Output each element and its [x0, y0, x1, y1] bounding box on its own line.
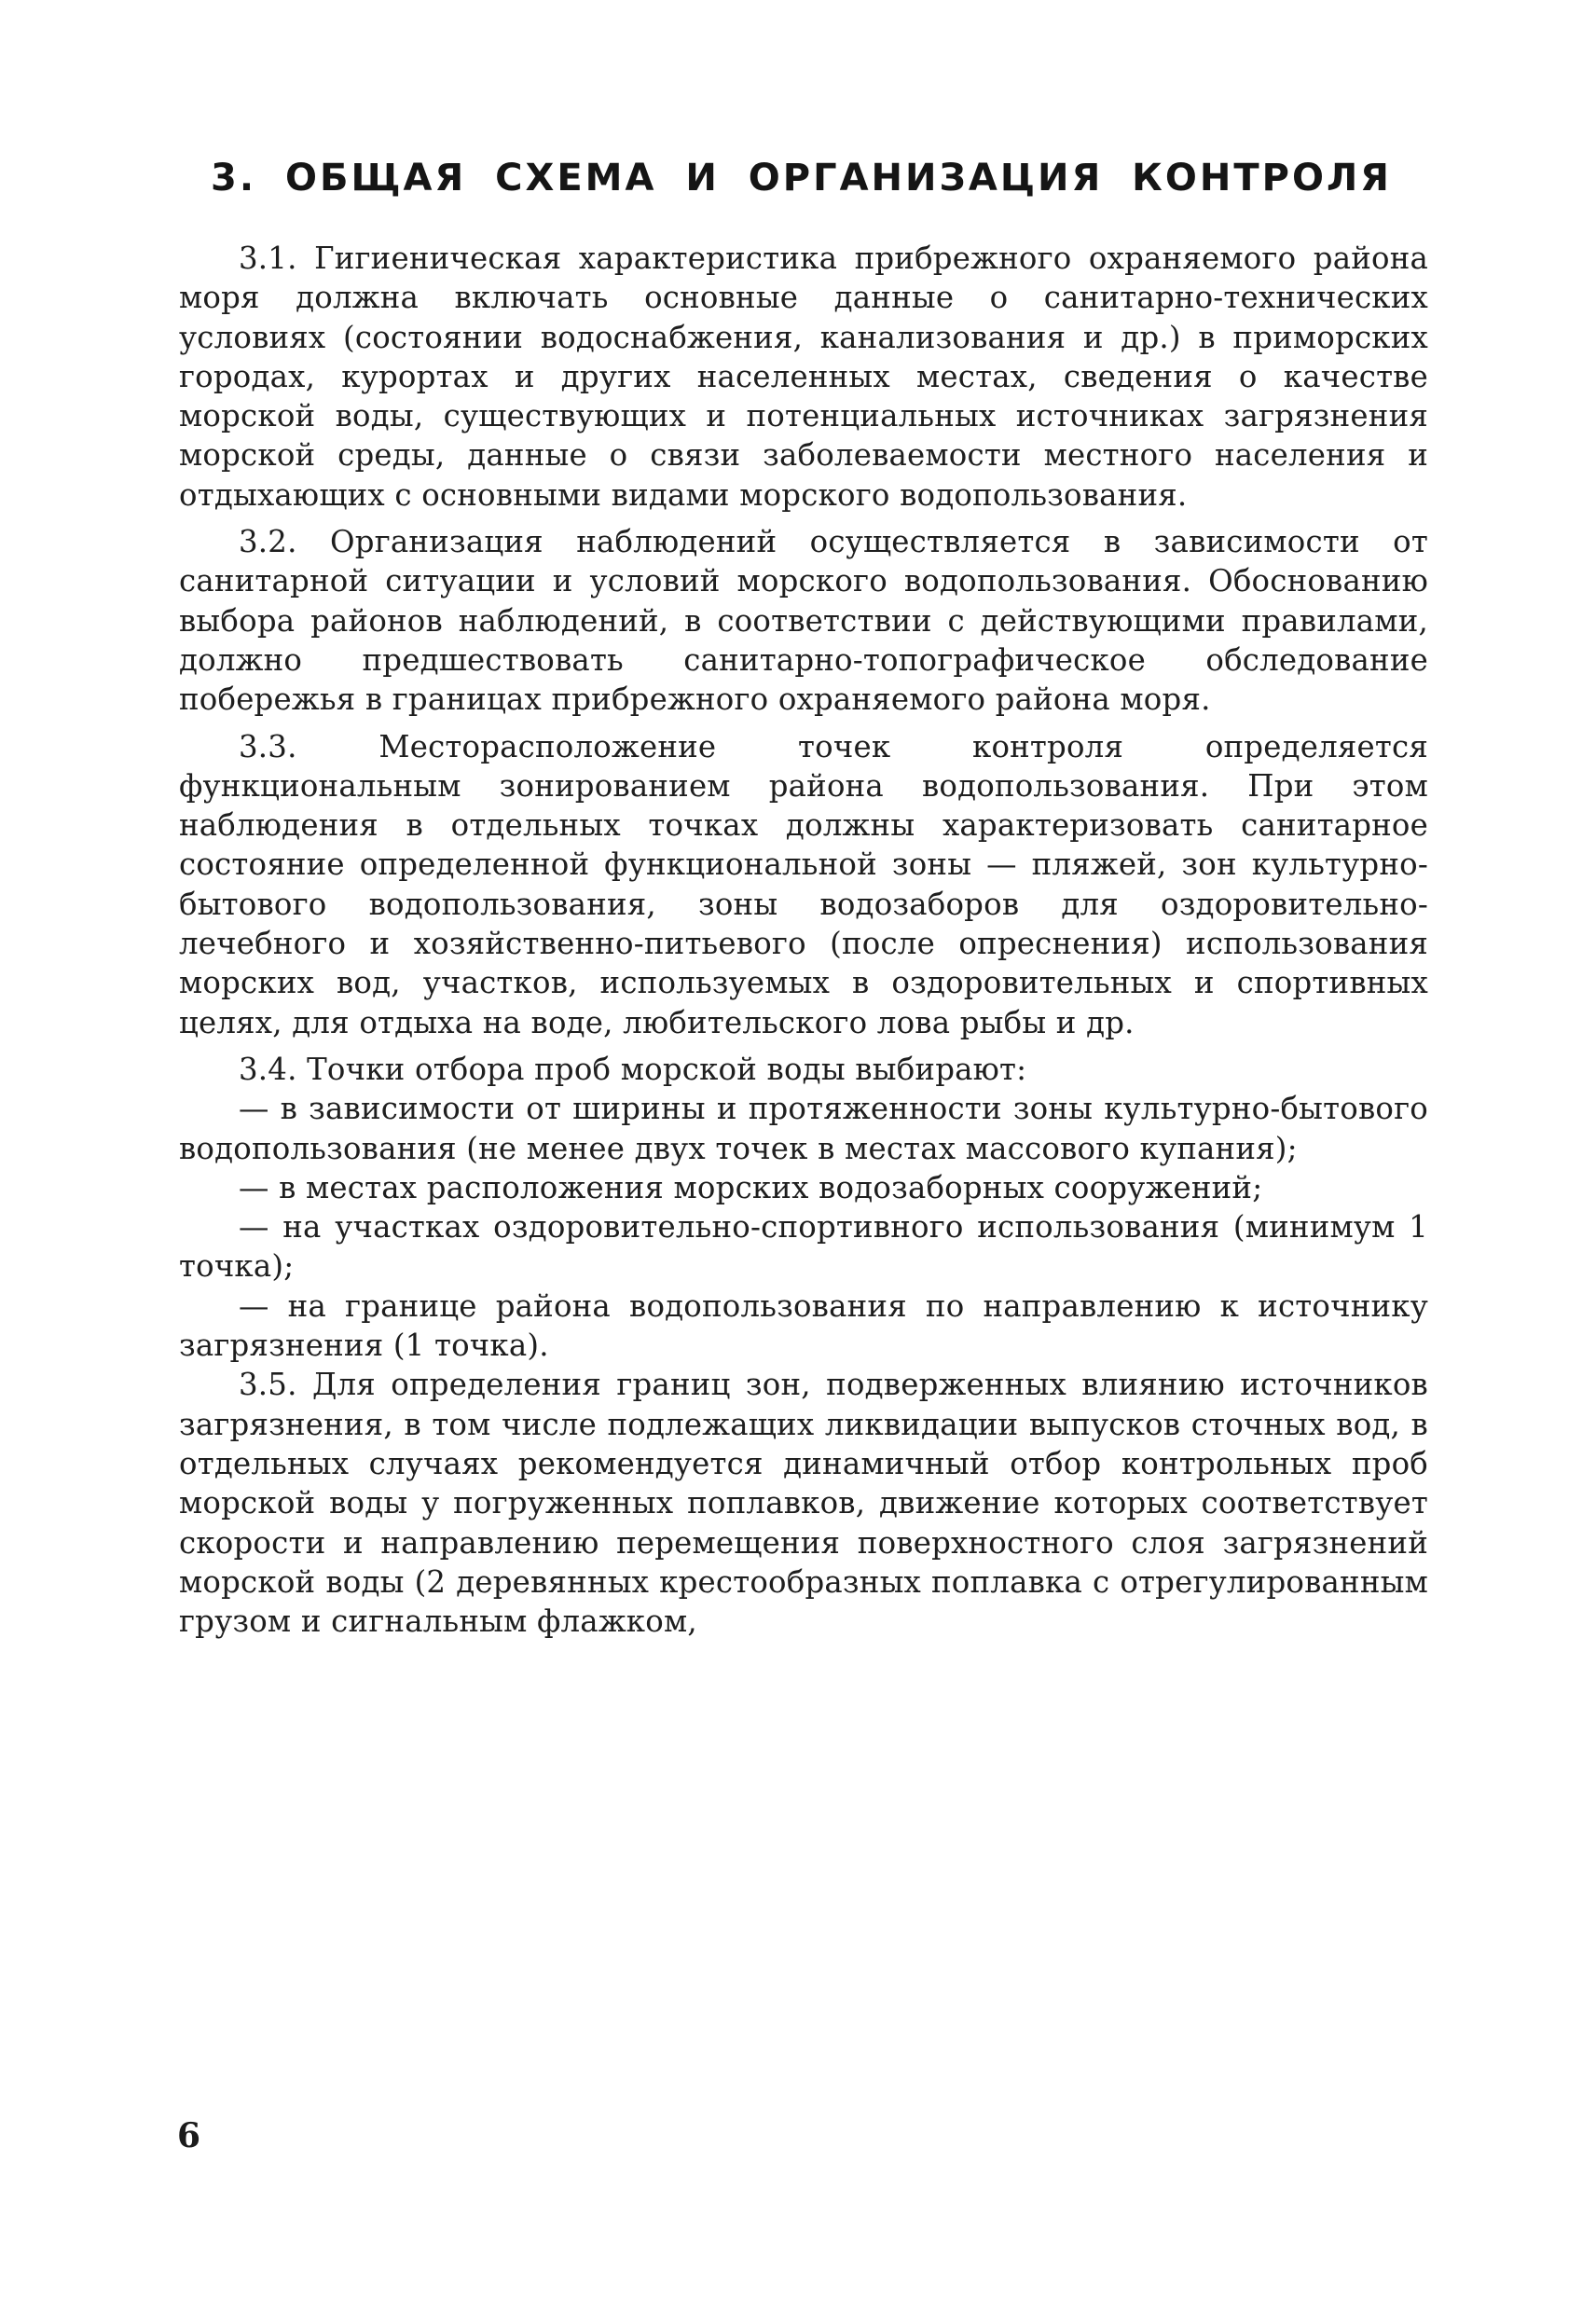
list-item: — в местах расположения морских водозаборных сооружений;	[239, 1169, 1263, 1205]
paragraph-3-5: 3.5. Для определения границ зон, подверженных влиянию источников загрязнения, в том числе подлежащих ликвидации выпусков сточных вод, в отдельных случаях рекомендуется динамичный отбор контрольных проб морской воды у погруженных поплавков, движение которых соответствует скорости и направлению перемещения поверхностного слоя загрязнений морской воды (2 деревянных крестообразных поплавка с отрегулированным грузом и сигнальным флажком,	[179, 1367, 1428, 1640]
page-number: 6	[177, 2116, 201, 2155]
list-item: — на участках оздоровительно-спортивного использования (минимум 1 точка);	[179, 1209, 1428, 1285]
list-item: — на границе района водопользования по направлению к источнику загрязнения (1 точка).	[179, 1287, 1428, 1364]
paragraph-3-1: 3.1. Гигиеническая характеристика прибрежного охраняемого района моря должна включать основные данные о санитарно-технических условиях (состоянии водоснабжения, канализования и др.) в приморских городах, курортах и других населенных местах, сведения о качестве морской воды, существующих и потенциальных источниках загрязнения морской среды, данные о связи заболеваемости местного населения и отдыхающих с основными видами морского водопользования.	[179, 241, 1428, 513]
section-heading: 3. ОБЩАЯ СХЕМА И ОРГАНИЗАЦИЯ КОНТРОЛЯ	[211, 157, 1392, 200]
paragraph-3-3: 3.3. Месторасположение точек контроля определяется функциональным зонированием района водопользования. При этом наблюдения в отдельных точках должны характеризовать санитарное состояние определенной функциональной зоны — пляжей, зон культурно-бытового водопользования, зоны водозаборов для оздоровительно-лечебного и хозяйственно-питьевого (после опреснения) использования морских вод, участков, используемых в оздоровительных и спортивных целях, для отдыха на воде, любительского лова рыбы и др.	[179, 728, 1428, 1040]
body-text	[179, 239, 1428, 1648]
paragraph-3-4: 3.4. Точки отбора проб морской воды выбирают:	[239, 1051, 1027, 1087]
list-item: — в зависимости от ширины и протяженности зоны культурно-бытового водопользования (не менее двух точек в местах массового купания);	[179, 1091, 1428, 1166]
paragraph-3-2: 3.2. Организация наблюдений осуществляется в зависимости от санитарной ситуации и условий морского водопользования. Обоснованию выбора районов наблюдений, в соответствии с действующими правилами, должно предшествовать санитарно-топографическое обследование побережья в границах прибрежного охраняемого района моря.	[179, 524, 1428, 718]
